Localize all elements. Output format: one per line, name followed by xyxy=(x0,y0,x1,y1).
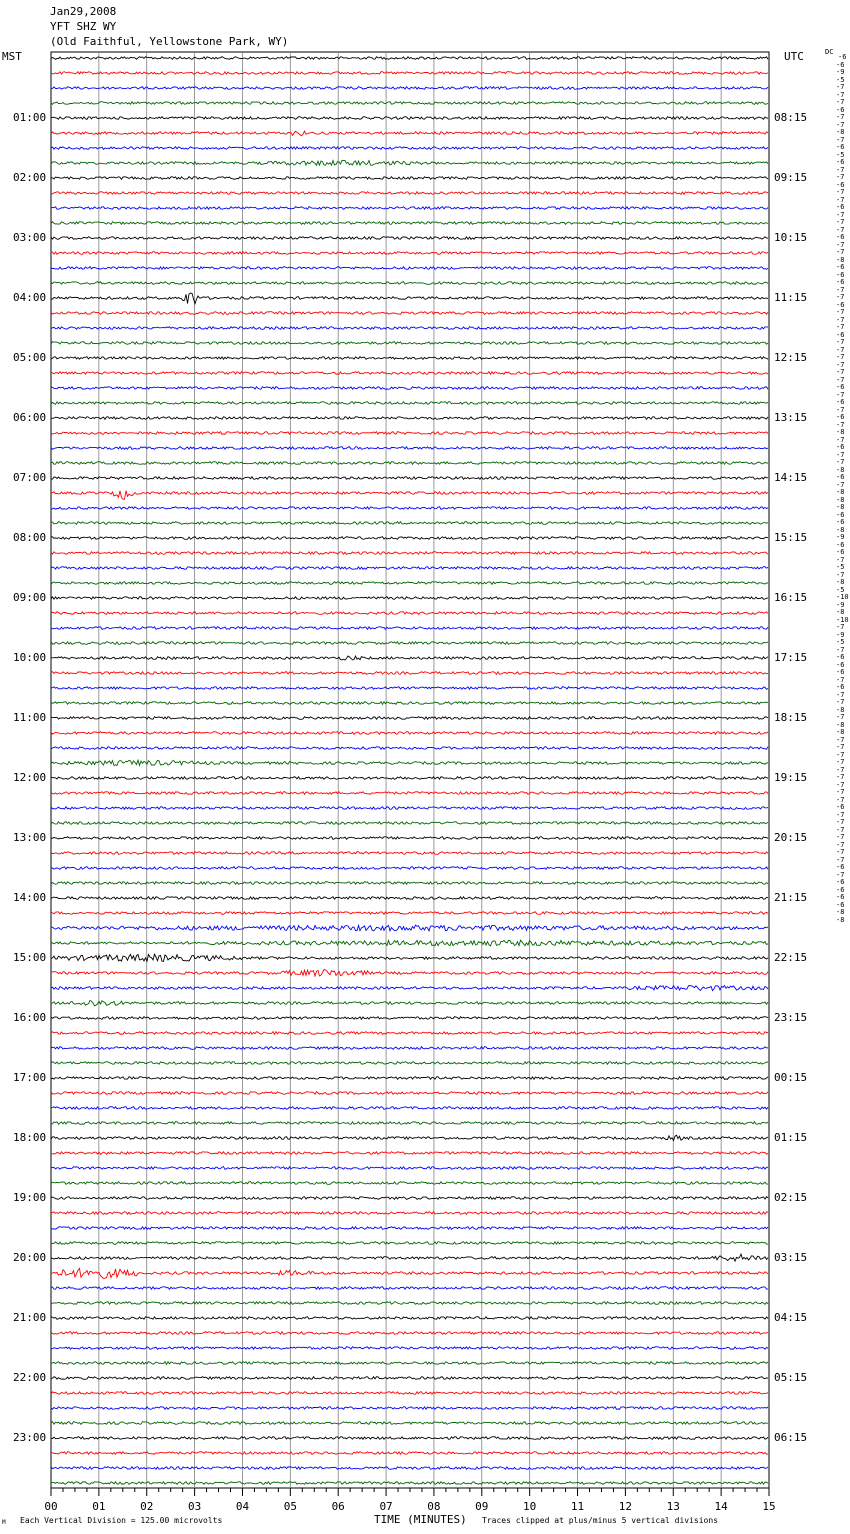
labels-group xyxy=(44,1500,775,1513)
x-tick-label: 13 xyxy=(666,1500,680,1513)
dc-offset-value: -7 xyxy=(836,773,845,781)
dc-offset-value: -8 xyxy=(836,488,845,496)
dc-offset-value: -8 xyxy=(836,525,845,534)
seismic-trace xyxy=(51,342,768,345)
dc-offset-value: -7 xyxy=(836,818,845,826)
seismic-trace xyxy=(51,372,768,375)
seismic-trace xyxy=(51,760,768,765)
dc-offset-value: -6 xyxy=(836,900,845,909)
left-hour-label: 03:00 xyxy=(13,231,47,244)
right-hour-label: 09:15 xyxy=(774,171,808,184)
seismic-trace xyxy=(51,1467,768,1470)
seismic-trace xyxy=(51,1377,768,1380)
seismic-trace xyxy=(51,147,768,150)
seismic-trace xyxy=(51,1122,768,1125)
seismic-trace xyxy=(51,1317,768,1320)
left-hour-label: 18:00 xyxy=(13,1131,47,1144)
dc-offset-value: -7 xyxy=(836,795,845,804)
dc-offset-value: -7 xyxy=(836,758,845,766)
right-hour-label: 20:15 xyxy=(774,831,808,844)
seismic-trace xyxy=(51,160,768,165)
left-hour-label: 19:00 xyxy=(13,1191,47,1204)
dc-offset-value: -7 xyxy=(836,338,845,346)
right-hour-label: 14:15 xyxy=(774,471,808,484)
dc-offset-value: -7 xyxy=(836,225,845,234)
dc-offset-value: -7 xyxy=(836,120,845,129)
right-hour-label: 22:15 xyxy=(774,951,808,964)
seismic-trace xyxy=(51,207,768,210)
seismic-trace xyxy=(51,237,768,240)
dc-offset-value: -8 xyxy=(836,428,845,436)
seismic-trace xyxy=(51,837,768,840)
left-timezone-label: MST xyxy=(2,50,22,63)
seismic-trace xyxy=(51,312,768,315)
dc-offset-value: -7 xyxy=(836,405,845,414)
dc-offset-value: -6 xyxy=(836,653,845,661)
right-hour-label: 17:15 xyxy=(774,651,808,664)
seismic-trace xyxy=(51,357,768,360)
left-hour-label: 08:00 xyxy=(13,531,47,544)
left-hour-label: 17:00 xyxy=(13,1071,47,1084)
dc-offset-value: -8 xyxy=(836,908,845,916)
seismic-trace xyxy=(51,192,768,195)
seismic-trace xyxy=(51,597,768,600)
seismic-trace xyxy=(51,1017,768,1020)
dc-offset-value: -7 xyxy=(836,390,845,399)
right-hour-label: 18:15 xyxy=(774,711,808,724)
dc-offset-value: -7 xyxy=(836,323,845,331)
seismic-trace xyxy=(51,747,768,750)
seismic-trace xyxy=(51,1197,768,1200)
seismic-trace xyxy=(51,1437,768,1440)
dc-offset-value: -7 xyxy=(836,248,845,256)
seismic-trace xyxy=(51,177,768,180)
right-hour-label: 01:15 xyxy=(774,1131,808,1144)
x-tick-label: 10 xyxy=(523,1500,537,1513)
seismic-trace xyxy=(51,1135,768,1140)
seismic-trace xyxy=(51,1254,768,1261)
seismic-trace xyxy=(51,387,768,390)
dc-offset-value: -7 xyxy=(836,113,845,121)
seismic-trace xyxy=(51,222,768,225)
left-hour-label: 06:00 xyxy=(13,411,47,424)
left-hour-label: 10:00 xyxy=(13,651,47,664)
dc-offset-value: -9 xyxy=(836,533,845,541)
seismic-trace xyxy=(51,131,768,136)
seismic-trace xyxy=(51,1152,768,1155)
seismic-trace xyxy=(51,462,768,465)
left-hour-label: 05:00 xyxy=(13,351,47,364)
left-hour-label: 12:00 xyxy=(13,771,47,784)
seismic-trace xyxy=(51,1047,768,1050)
dc-offset-value: -7 xyxy=(836,855,845,864)
seismic-trace xyxy=(51,582,768,585)
dc-offset-value: -6 xyxy=(836,668,845,676)
seismic-trace xyxy=(51,1212,768,1215)
dc-offset-value: -8 xyxy=(836,255,845,264)
seismic-trace xyxy=(51,925,768,931)
seismic-trace xyxy=(51,627,768,630)
seismic-trace xyxy=(51,940,768,946)
left-hour-label: 21:00 xyxy=(13,1311,47,1324)
seismic-trace xyxy=(51,1107,768,1110)
dc-offset-value: -7 xyxy=(836,345,845,354)
dc-offset-value: -7 xyxy=(836,315,845,324)
right-hour-label: 08:15 xyxy=(774,111,808,124)
dc-offset-value: -7 xyxy=(836,848,845,856)
dc-offset-value: -6 xyxy=(836,803,845,811)
left-hour-label: 23:00 xyxy=(13,1431,47,1444)
right-hour-label: 19:15 xyxy=(774,771,808,784)
seismic-trace xyxy=(51,1452,768,1455)
dc-offset-value: -6 xyxy=(836,60,845,69)
dc-offset-value: -6 xyxy=(836,398,845,406)
seismic-trace xyxy=(51,912,768,915)
dc-offset-value: -7 xyxy=(836,750,845,759)
scale-note: Each Vertical Division = 125.00 microvolts xyxy=(20,1516,223,1525)
right-hour-label: 23:15 xyxy=(774,1011,808,1024)
left-hour-label: 04:00 xyxy=(13,291,47,304)
chart-date: Jan29,2008 xyxy=(50,5,117,18)
x-tick-label: 07 xyxy=(379,1500,393,1513)
dc-offset-value: -7 xyxy=(836,188,845,196)
left-hour-label: 20:00 xyxy=(13,1251,47,1264)
dc-offset-value: -7 xyxy=(836,840,845,849)
left-hour-label: 07:00 xyxy=(13,471,47,484)
seismic-trace xyxy=(51,477,768,480)
right-hour-label: 15:15 xyxy=(774,531,808,544)
seismic-trace xyxy=(51,117,768,120)
dc-offset-value: -7 xyxy=(836,713,845,721)
dc-offset-value: -7 xyxy=(836,675,845,684)
x-tick-label: 15 xyxy=(762,1500,776,1513)
seismic-trace xyxy=(51,969,768,976)
dc-offset-value: -7 xyxy=(836,743,845,751)
seismic-trace xyxy=(51,417,768,420)
right-hour-label: 10:15 xyxy=(774,231,808,244)
dc-offset-value: -5 xyxy=(836,563,845,571)
seismic-trace xyxy=(51,1268,768,1278)
x-axis-label: TIME (MINUTES) xyxy=(374,1513,467,1526)
seismic-trace xyxy=(51,672,768,675)
dc-offset-value: -8 xyxy=(836,720,845,729)
seismic-trace xyxy=(51,867,768,870)
dc-offset-value: -6 xyxy=(836,863,845,871)
dc-offset-value: -6 xyxy=(836,180,845,189)
seismic-trace xyxy=(51,567,768,570)
dc-offset-value: -6 xyxy=(836,143,845,151)
right-hour-label: 05:15 xyxy=(774,1371,808,1384)
seismic-trace xyxy=(51,537,768,540)
dc-offset-value: -6 xyxy=(836,203,845,211)
seismic-trace xyxy=(51,552,768,555)
dc-offset-value: -8 xyxy=(836,495,845,504)
seismic-trace xyxy=(51,1167,768,1170)
seismic-trace xyxy=(51,1032,768,1035)
seismic-trace xyxy=(51,293,768,304)
dc-offset-value: -7 xyxy=(836,698,845,706)
seismic-trace xyxy=(51,1332,768,1335)
seismic-trace xyxy=(51,777,768,780)
dc-offset-value: -8 xyxy=(836,465,845,474)
dc-offset-value: -7 xyxy=(836,623,845,631)
left-hour-label: 09:00 xyxy=(13,591,47,604)
dc-offset-value: -7 xyxy=(836,173,845,181)
dc-offset-value: -7 xyxy=(836,450,845,459)
seismic-trace xyxy=(51,687,768,690)
seismic-trace xyxy=(51,1407,768,1410)
dc-offset-value: -6 xyxy=(836,893,845,901)
seismic-trace xyxy=(51,717,768,720)
x-tick-label: 06 xyxy=(331,1500,345,1513)
dc-offset-value: -6 xyxy=(836,885,845,894)
traces-group xyxy=(51,57,768,1485)
dc-offset-value: -7 xyxy=(836,458,845,466)
dc-offset-value: -7 xyxy=(836,360,845,369)
x-tick-label: 04 xyxy=(235,1500,250,1513)
dc-offset-value: -6 xyxy=(836,383,845,391)
dc-offset-value: -7 xyxy=(836,788,845,796)
scale-marker: M xyxy=(2,1519,6,1526)
dc-offset-value: -7 xyxy=(836,368,845,376)
seismic-trace xyxy=(51,822,768,825)
x-tick-label: 03 xyxy=(187,1500,202,1513)
seismic-trace xyxy=(51,1242,768,1245)
dc-offset-value: -6 xyxy=(836,413,845,421)
seismic-trace xyxy=(51,1302,768,1305)
x-tick-label: 12 xyxy=(618,1500,633,1513)
left-hour-label: 16:00 xyxy=(13,1011,47,1024)
dc-offset-value: -6 xyxy=(836,233,845,241)
dc-offset-value: -7 xyxy=(836,353,845,361)
seismic-trace xyxy=(51,954,768,961)
seismic-trace xyxy=(51,1077,768,1080)
seismic-trace xyxy=(51,327,768,330)
left-hour-label: 11:00 xyxy=(13,711,47,724)
dc-offset-value: -8 xyxy=(836,578,845,586)
seismic-trace xyxy=(51,642,768,645)
dc-offset-value: -6 xyxy=(836,300,845,309)
dc-offset-value: -6 xyxy=(836,263,845,271)
dc-offset-value: -9 xyxy=(836,68,845,76)
dc-offset-value: -6 xyxy=(836,473,845,481)
seismic-trace xyxy=(51,612,768,615)
dc-offset-value: -7 xyxy=(836,195,845,204)
right-hour-label: 16:15 xyxy=(774,591,808,604)
right-hour-label: 00:15 xyxy=(774,1071,808,1084)
seismic-trace xyxy=(51,72,768,75)
dc-offset-value: -7 xyxy=(836,810,845,819)
right-hour-label: 02:15 xyxy=(774,1191,808,1204)
x-tick-label: 14 xyxy=(714,1500,728,1513)
dc-offset-value: -7 xyxy=(836,870,845,879)
seismic-trace xyxy=(51,1227,768,1230)
dc-offset-value: -7 xyxy=(836,420,845,429)
dc-offset-value: -7 xyxy=(836,308,845,316)
dc-offset-value: -6 xyxy=(836,510,845,519)
seismic-trace xyxy=(51,57,768,60)
dc-offset-value: -5 xyxy=(836,75,845,84)
seismic-trace xyxy=(51,87,768,90)
x-tick-label: 08 xyxy=(427,1500,441,1513)
seismic-trace xyxy=(51,1287,768,1290)
dc-offset-value: -6 xyxy=(836,518,845,526)
dc-offset-value: -7 xyxy=(836,765,845,774)
dc-offset-value: -8 xyxy=(836,608,845,616)
dc-offset-value: -7 xyxy=(836,780,845,789)
x-tick-label: 05 xyxy=(283,1500,297,1513)
seismic-trace xyxy=(51,1347,768,1350)
dc-offset-value: -9 xyxy=(836,600,845,609)
dc-offset-value: -5 xyxy=(836,585,845,594)
dc-offset-value: -6 xyxy=(836,660,845,669)
seismic-trace xyxy=(51,1182,768,1185)
seismic-trace xyxy=(51,807,768,810)
seismic-trace xyxy=(51,447,768,450)
right-timezone-label: UTC xyxy=(784,50,804,63)
left-hour-label: 01:00 xyxy=(13,111,47,124)
dc-offset-value: -7 xyxy=(836,165,845,174)
dc-offset-value: -5 xyxy=(836,638,845,646)
seismic-trace xyxy=(51,1482,768,1485)
seismic-trace xyxy=(51,507,768,510)
dc-offset-value: -7 xyxy=(836,210,845,219)
seismic-trace xyxy=(51,732,768,735)
seismic-trace xyxy=(51,792,768,795)
seismic-trace xyxy=(51,986,768,991)
dc-offset-value: -6 xyxy=(836,278,845,286)
dc-offset-value: -7 xyxy=(836,83,845,91)
dc-offset-value: -7 xyxy=(836,480,845,489)
x-tick-label: 11 xyxy=(570,1500,585,1513)
dc-offset-value: -7 xyxy=(836,218,845,226)
dc-offset-value: -7 xyxy=(836,240,845,249)
right-hour-label: 04:15 xyxy=(774,1311,808,1324)
right-hour-label: 21:15 xyxy=(774,891,808,904)
dc-offset-value: -7 xyxy=(836,833,845,841)
seismic-trace xyxy=(51,1362,768,1365)
x-tick-label: 09 xyxy=(475,1500,489,1513)
left-hour-label: 02:00 xyxy=(13,171,47,184)
dc-offset-value: -7 xyxy=(836,825,845,834)
dc-offset-value: -7 xyxy=(836,293,845,301)
dc-offset-value: -6 xyxy=(836,683,845,691)
dc-offset-value: -8 xyxy=(836,915,845,924)
seismic-trace xyxy=(51,1092,768,1095)
dc-offset-value: -7 xyxy=(836,570,845,579)
seismic-trace xyxy=(51,522,768,525)
dc-offset-value: -7 xyxy=(836,435,845,444)
dc-offset-value: -7 xyxy=(836,98,845,106)
x-tick-label: 00 xyxy=(44,1500,58,1513)
seismic-trace xyxy=(51,402,768,405)
seismic-trace xyxy=(51,282,768,285)
dc-offset-value: -10 xyxy=(836,615,849,624)
seismic-trace xyxy=(51,882,768,885)
dc-offset-value: -5 xyxy=(836,150,845,159)
right-hour-label: 03:15 xyxy=(774,1251,808,1264)
right-hour-label: 13:15 xyxy=(774,411,808,424)
right-hour-label: 12:15 xyxy=(774,351,808,364)
seismic-trace xyxy=(51,1001,768,1006)
clip-note: Traces clipped at plus/minus 5 vertical divisions xyxy=(482,1516,719,1525)
dc-offset-value: -6 xyxy=(836,105,845,114)
seismic-trace xyxy=(51,252,768,255)
dc-offset-value: -7 xyxy=(836,375,845,384)
dc-offset-value: -9 xyxy=(836,630,845,639)
chart-station: YFT SHZ WY xyxy=(50,20,117,33)
seismic-trace xyxy=(51,1422,768,1425)
dc-offset-value: -8 xyxy=(836,705,845,714)
dc-offset-value: -8 xyxy=(836,728,845,736)
left-hour-label: 22:00 xyxy=(13,1371,47,1384)
dc-offset-value: -6 xyxy=(836,540,845,549)
x-tick-label: 01 xyxy=(92,1500,106,1513)
seismic-trace xyxy=(51,432,768,435)
dc-offset-value: -7 xyxy=(836,735,845,744)
seismic-trace xyxy=(51,267,768,270)
dc-offset-value: -6 xyxy=(836,443,845,451)
dc-offset-value: -7 xyxy=(836,285,845,294)
seismic-trace xyxy=(51,897,768,900)
chart-location: (Old Faithful, Yellowstone Park, WY) xyxy=(50,35,289,48)
seismic-trace xyxy=(51,102,768,105)
right-hour-label: 06:15 xyxy=(774,1431,808,1444)
dc-offset-value: -7 xyxy=(836,645,845,654)
dc-offset-value: -6 xyxy=(836,548,845,556)
dc-offset-value: -6 xyxy=(838,53,847,61)
x-tick-label: 02 xyxy=(140,1500,154,1513)
seismic-trace xyxy=(51,852,768,855)
dc-offset-value: -8 xyxy=(836,503,845,511)
left-hour-label: 14:00 xyxy=(13,891,47,904)
seismic-trace xyxy=(51,491,768,500)
dc-offset-value: -7 xyxy=(836,135,845,144)
left-hour-label: 13:00 xyxy=(13,831,47,844)
dc-offset-value: -6 xyxy=(836,270,845,279)
right-hour-label: 11:15 xyxy=(774,291,808,304)
seismic-trace xyxy=(51,1062,768,1065)
dc-offset-value: -7 xyxy=(836,555,845,564)
dc-offset-value: -10 xyxy=(836,593,849,601)
left-hour-label: 15:00 xyxy=(13,951,47,964)
dc-offset-value: -7 xyxy=(836,690,845,699)
dc-offset-value: -6 xyxy=(836,878,845,886)
dc-offset-value: -6 xyxy=(836,330,845,339)
seismic-trace xyxy=(51,702,768,705)
dc-offset-value: -6 xyxy=(836,158,845,166)
seismic-trace xyxy=(51,1392,768,1395)
dc-offset-value: -8 xyxy=(836,128,845,136)
dc-offset-value: -7 xyxy=(836,90,845,99)
dc-label: DC xyxy=(825,48,834,56)
seismic-trace xyxy=(51,656,768,660)
